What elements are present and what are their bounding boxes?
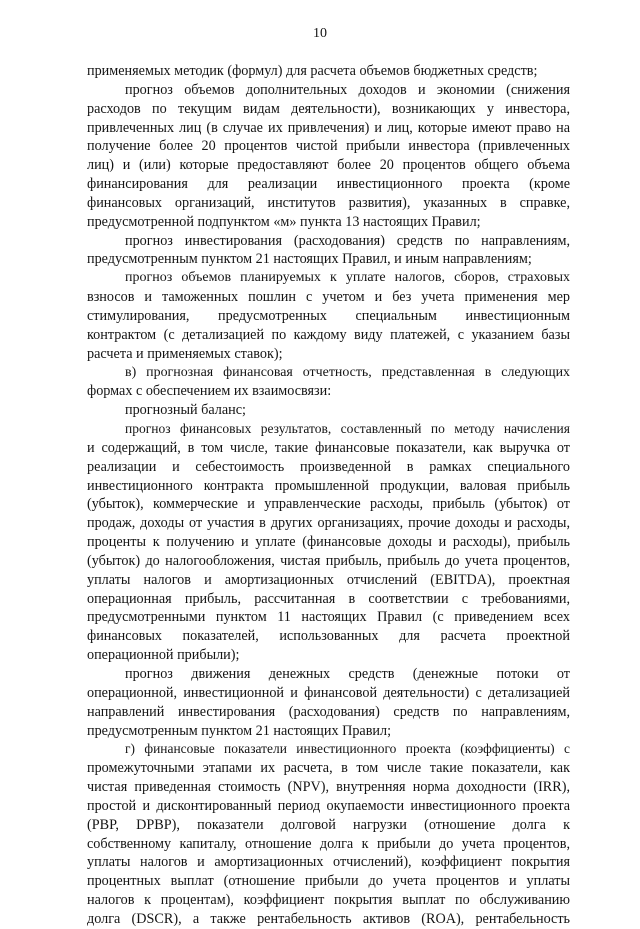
text-line: предусмотренным пунктом 21 настоящих Правил, и иным направлениям; xyxy=(87,251,532,268)
text-line: (PBP, DPBP), показатели долговой нагрузки (отношение долга к xyxy=(87,816,570,833)
text-line: предусмотренным пунктом 21 настоящих Правил; xyxy=(87,722,392,739)
text-line: инвестиционного контракта промышленной продукции, валовая прибыль xyxy=(87,477,570,494)
text-line: прогнозный баланс; xyxy=(125,402,247,419)
text-line: стимулирования, предусмотренных специальным инвестиционным xyxy=(87,307,570,324)
text-line: прогноз объемов планируемых к уплате налогов, сборов, страховых xyxy=(125,270,570,286)
page-number: 10 xyxy=(313,26,327,41)
text-line: уплаты налогов и амортизационных отчислений (EBITDA), проектная xyxy=(87,571,570,588)
text-line: простой и дисконтированный период окупаемости инвестиционного проекта xyxy=(87,797,570,814)
text-line: финансовых показателей, использованных для расчета проектной xyxy=(87,628,570,645)
text-line: взносов и таможенных пошлин с учетом и без учета применения мер xyxy=(87,289,570,306)
text-line: предусмотренными пунктом 11 настоящих Правил (с приведением всех xyxy=(87,609,570,626)
text-line: и содержащий, в том числе, такие финансовые показатели, как выручка от xyxy=(87,439,570,456)
text-line: долга (DSCR), а также рентабельность активов (ROA), рентабельность xyxy=(87,910,570,927)
text-line: (убыток), коммерческие и управленческие расходы, прибыль (убыток) от xyxy=(87,496,570,513)
text-line: промежуточными этапами их расчета, в том числе такие показатели, как xyxy=(87,760,570,777)
text-line: формах с обеспечением их взаимосвязи: xyxy=(87,383,332,400)
text-line: операционная прибыль, рассчитанная в соответствии с требованиями, xyxy=(87,590,570,607)
text-line: собственному капиталу, отношение долга к прибыли до учета процентов, xyxy=(87,835,570,852)
text-line: направлений инвестирования (расходования) средств по направлениям, xyxy=(87,703,570,720)
text-line: операционной, инвестиционной и финансовой деятельности) с детализацией xyxy=(87,684,570,701)
text-line: привлеченных лиц (в случае их привлечения) и лиц, которые имеют право на xyxy=(87,119,570,136)
text-line: уплаты налогов и амортизационных отчислений), коэффициент покрытия xyxy=(87,854,570,871)
text-line: налогов к процентам), коэффициент покрытия выплат по обслуживанию xyxy=(87,892,570,909)
text-line: (убыток) до налогообложения, чистая прибыль, прибыль до учета процентов, xyxy=(87,552,570,569)
body-text xyxy=(87,62,570,929)
text-line: продаж, доходы от участия в других организациях, прочие доходы и расходы, xyxy=(87,515,570,532)
text-line: прогноз инвестирования (расходования) средств по направлениям, xyxy=(125,232,570,249)
text-line: процентных выплат (отношение прибыли до учета процентов и уплаты xyxy=(87,873,570,890)
text-line: проценты к получению и уплате (финансовые доходы и расходы), прибыль xyxy=(87,534,570,551)
text-line: в) прогнозная финансовая отчетность, представленная в следующих xyxy=(125,364,570,380)
text-line: прогноз объемов дополнительных доходов и экономии (снижения xyxy=(125,81,570,98)
text-line: прогноз движения денежных средств (денежные потоки от xyxy=(125,666,570,682)
text-line: реализации и себестоимость произведенной в рамках специального xyxy=(87,458,570,475)
text-line: предусмотренной подпунктом «м» пункта 13 настоящих Правил; xyxy=(87,213,481,230)
text-line: лиц) и (или) которые предоставляют более 20 процентов общего объема xyxy=(87,157,570,174)
text-line: финансирования для реализации инвестиционного проекта (кроме xyxy=(87,176,570,193)
text-line: г) финансовые показатели инвестиционного проекта (коэффициенты) с xyxy=(125,741,570,757)
text-line: операционной прибыли); xyxy=(87,647,240,664)
text-line: расчета и применяемых ставок); xyxy=(87,345,283,362)
text-line: финансовых организаций, институтов развития), указанных в справке, xyxy=(87,194,570,211)
text-line: расходов по текущим видам деятельности), возникающих у инвестора, xyxy=(87,100,570,117)
text-line: применяемых методик (формул) для расчета объемов бюджетных средств; xyxy=(87,63,538,79)
text-line: чистая приведенная стоимость (NPV), внутренняя норма доходности (IRR), xyxy=(87,779,570,796)
text-line: прогноз финансовых результатов, составленный по методу начисления xyxy=(125,421,570,437)
text-line: контрактом (с детализацией по каждому виду платежей, с указанием базы xyxy=(87,326,570,343)
text-line: получение более 20 процентов чистой прибыли инвестора (привлеченных xyxy=(87,138,570,155)
